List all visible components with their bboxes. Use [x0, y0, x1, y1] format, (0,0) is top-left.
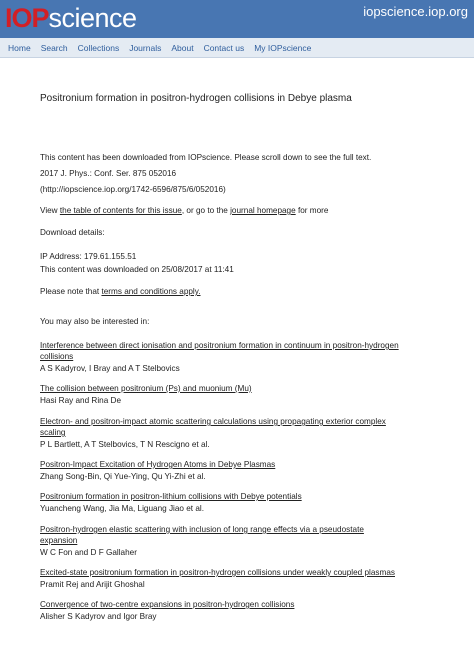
- related-item-title[interactable]: Positronium formation in positron-lithium collisions with Debye potentials: [40, 492, 302, 501]
- related-item-title-cont[interactable]: expansion: [40, 536, 78, 545]
- terms-prefix: Please note that: [40, 287, 102, 296]
- related-item-authors: Zhang Song-Bin, Qi Yue-Ying, Qu Yi-Zhi et al.: [40, 472, 206, 481]
- nav-about[interactable]: About: [171, 42, 194, 53]
- nav-collections[interactable]: Collections: [77, 42, 120, 53]
- related-item-authors: Hasi Ray and Rina De: [40, 396, 122, 405]
- iopscience-logo[interactable]: [5, 1, 137, 35]
- article-title: Positronium formation in positron-hydrogen collisions in Debye plasma: [40, 93, 352, 104]
- related-item-authors: A S Kadyrov, I Bray and A T Stelbovics: [40, 364, 180, 373]
- related-item-authors: W C Fon and D F Gallaher: [40, 548, 137, 557]
- related-item-title[interactable]: Interference between direct ionisation and positronium formation in continuum in positron-hydrogen: [40, 341, 399, 350]
- view-middle: , or go to the: [181, 206, 231, 215]
- download-details-label: Download details:: [40, 228, 105, 237]
- related-item-authors: Yuancheng Wang, Jia Ma, Liguang Jiao et al.: [40, 504, 205, 513]
- related-item-authors: P L Bartlett, A T Stelbovics, T N Rescigno et al.: [40, 440, 210, 449]
- nav-journals[interactable]: Journals: [129, 42, 162, 53]
- related-item-authors: Pramit Rej and Arijit Ghoshal: [40, 580, 145, 589]
- downloaded-on: This content was downloaded on 25/08/2017 at 11:41: [40, 265, 234, 274]
- site-header: [0, 0, 474, 38]
- view-line: [40, 206, 328, 217]
- related-heading: You may also be interested in:: [40, 317, 150, 326]
- toc-link[interactable]: the table of contents for this issue: [59, 206, 182, 215]
- terms-link[interactable]: terms and conditions apply.: [101, 287, 201, 296]
- citation: 2017 J. Phys.: Conf. Ser. 875 052016: [40, 169, 177, 178]
- nav-home[interactable]: Home: [8, 42, 31, 53]
- view-suffix: for more: [295, 206, 329, 215]
- ip-address: IP Address: 179.61.155.51: [40, 252, 137, 261]
- related-item-title[interactable]: Positron-hydrogen elastic scattering with inclusion of long range effects via a pseudostate: [40, 525, 364, 534]
- related-item-title-cont[interactable]: collisions: [40, 352, 74, 361]
- view-prefix: View: [40, 206, 60, 215]
- nav-contact-us[interactable]: Contact us: [203, 42, 245, 53]
- related-item-title[interactable]: Electron- and positron-impact atomic scattering calculations using propagating exterior complex: [40, 417, 386, 426]
- nav-my-iopscience[interactable]: My IOPscience: [254, 42, 312, 53]
- logo-science-text: science: [48, 3, 137, 33]
- nav-search[interactable]: Search: [40, 42, 68, 53]
- related-item-title-cont[interactable]: scaling: [40, 428, 66, 437]
- download-notice: This content has been downloaded from IOPscience. Please scroll down to see the full text.: [40, 153, 372, 162]
- site-url: iopscience.iop.org: [363, 4, 468, 19]
- related-item-title[interactable]: Convergence of two-centre expansions in positron-hydrogen collisions: [40, 600, 295, 609]
- related-item-title[interactable]: The collision between positronium (Ps) and muonium (Mu): [40, 384, 252, 393]
- article-url: (http://iopscience.iop.org/1742-6596/875/6/052016): [40, 185, 226, 194]
- related-item-title[interactable]: Excited-state positronium formation in positron-hydrogen collisions under weakly coupled plasmas: [40, 568, 395, 577]
- terms-line: [40, 287, 201, 298]
- logo-iop-text: IOP: [5, 3, 49, 33]
- journal-homepage-link[interactable]: journal homepage: [230, 206, 296, 215]
- related-item-title[interactable]: Positron-Impact Excitation of Hydrogen Atoms in Debye Plasmas: [40, 460, 276, 469]
- main-nav: [0, 38, 474, 58]
- related-item-authors: Alisher S Kadyrov and Igor Bray: [40, 612, 157, 621]
